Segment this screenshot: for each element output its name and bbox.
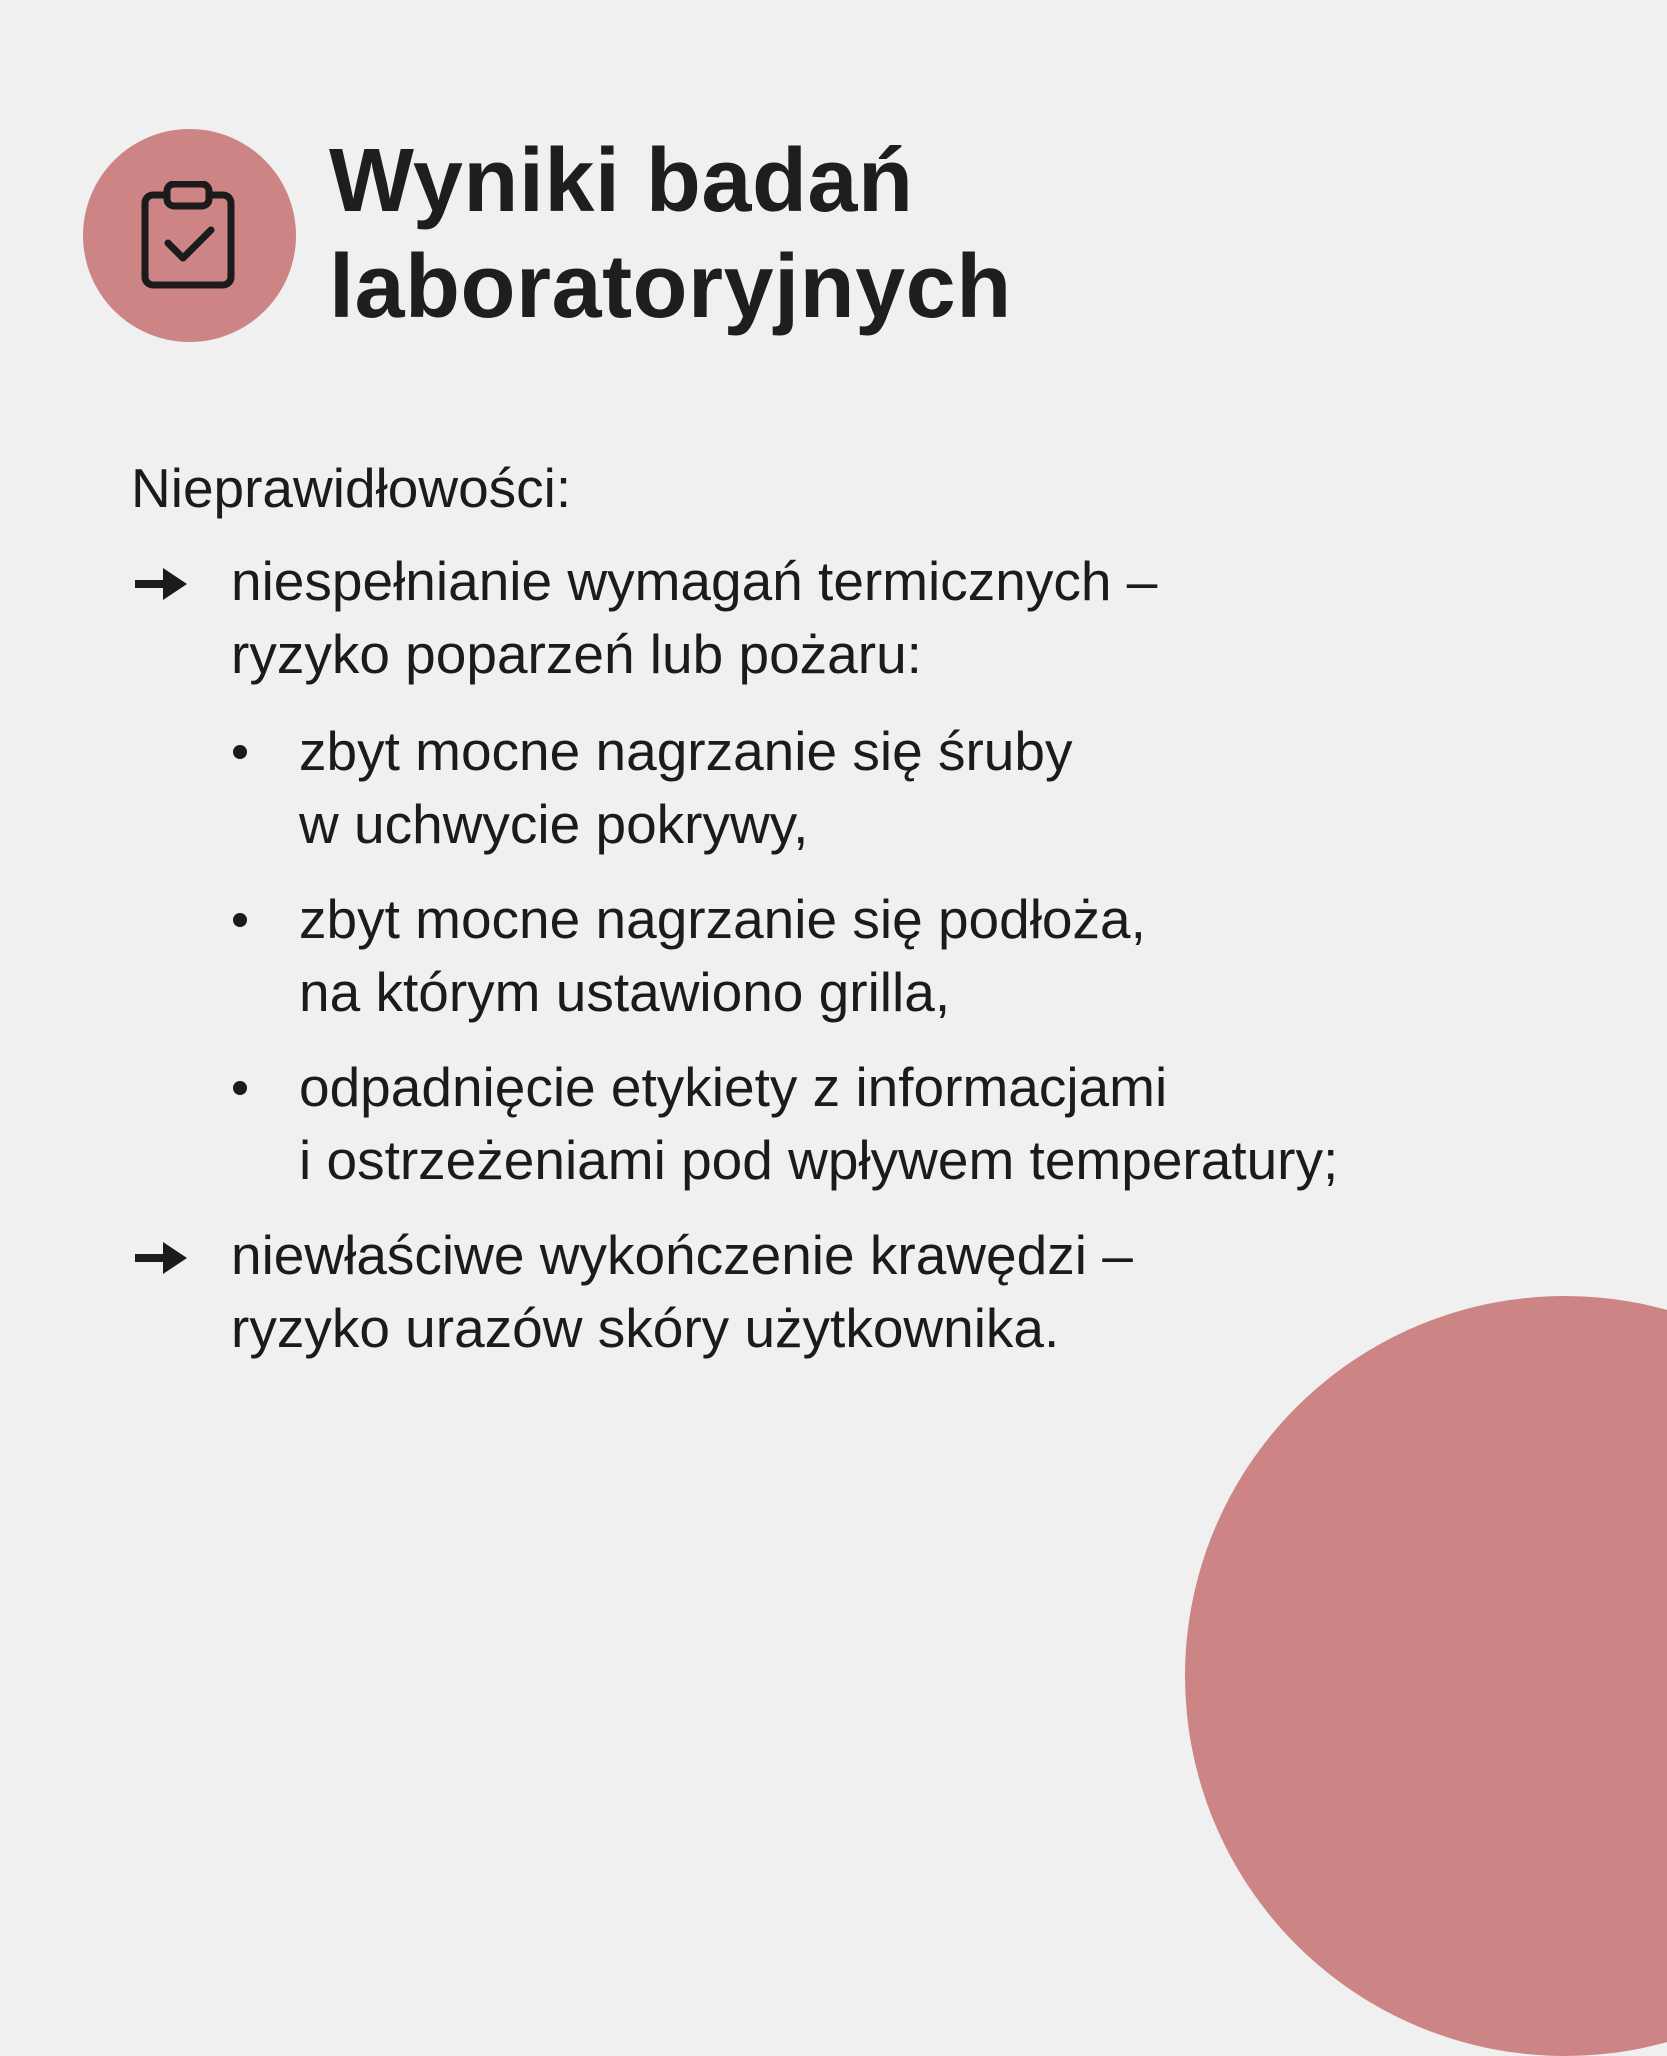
arrow-right-icon (131, 1236, 191, 1280)
list-item-text-line-1: niespełnianie wymagań termicznych – (231, 550, 1158, 612)
sub-bullet-text-line-1: zbyt mocne nagrzanie się śruby (299, 720, 1073, 782)
content-block (131, 452, 1631, 1389)
sub-bullet-item (231, 1051, 1631, 1197)
list-item-text-line-1: niewłaściwe wykończenie krawędzi – (231, 1224, 1133, 1286)
sub-bullet-text-line-1: zbyt mocne nagrzanie się podłoża, (299, 888, 1146, 950)
page-title-line-1: Wyniki badań (329, 131, 914, 231)
sub-bullet-text-line-2: w uchwycie pokrywy, (299, 793, 809, 855)
sub-bullet-text-line-2: i ostrzeżeniami pod wpływem temperatury; (299, 1129, 1339, 1191)
sub-bullet-text-line-2: na którym ustawiono grilla, (299, 961, 951, 1023)
sub-bullet-item (231, 883, 1631, 1029)
sub-bullet-item (231, 715, 1631, 861)
bullet-dot-icon (233, 913, 247, 927)
page-title-line-2: laboratoryjnych (329, 237, 1012, 337)
header-icon-circle (83, 129, 296, 342)
intro-text: Nieprawidłowości: (131, 457, 572, 519)
list-item-text-line-2: ryzyko poparzeń lub pożaru: (231, 623, 922, 685)
bullet-dot-icon (233, 745, 247, 759)
sub-bullet-text-line-1: odpadnięcie etykiety z informacjami (299, 1056, 1168, 1118)
arrow-right-icon (131, 562, 191, 606)
bullet-dot-icon (233, 1081, 247, 1095)
page-title (329, 128, 1012, 340)
decorative-corner-circle (1185, 1296, 1667, 2056)
list-item-thermal (131, 545, 1631, 691)
list-item-text-line-2: ryzyko urazów skóry użytkownika. (231, 1297, 1060, 1359)
clipboard-check-icon (139, 181, 239, 291)
sub-bullet-list (231, 715, 1631, 1197)
